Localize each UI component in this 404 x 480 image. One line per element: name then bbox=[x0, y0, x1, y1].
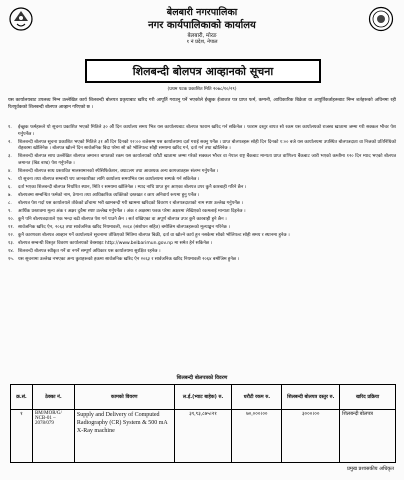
column-header: ल.ई.(भ्याट बाहेक) रु. bbox=[174, 385, 232, 410]
clause-item bbox=[8, 209, 396, 216]
signature-line: प्रमुख प्रशासकीय अधिकृत bbox=[347, 466, 394, 472]
clause-item bbox=[8, 140, 396, 153]
clause-text: शिलबन्दी बोलपत्र साथ प्रस्तावित मालसामानको स्पेसिफिकेशन, क्याटलग तथा आवश्यक अन्य कागजातहरू संलग्न गर्नुपर्नेछ । bbox=[18, 169, 219, 175]
clause-item bbox=[8, 225, 396, 232]
office-location: बेलबारी, मोरङ bbox=[187, 33, 217, 39]
estimate-cell: ३१,९३,८७५।२१ bbox=[174, 410, 232, 463]
office-name: नगर कार्यपालिकाको कार्यालय bbox=[148, 20, 256, 31]
clause-number: १०. bbox=[8, 217, 15, 223]
clause-item bbox=[8, 169, 396, 176]
clause-item bbox=[8, 125, 396, 138]
column-header: खरिद प्रक्रिया bbox=[340, 385, 396, 410]
clause-number: ११. bbox=[8, 225, 15, 231]
clause-number: ९. bbox=[8, 209, 12, 215]
contract-number-cell: BM/MOR/G/ NCB-01 – 2078/079 bbox=[32, 410, 74, 463]
column-header: कामको विवरण bbox=[74, 385, 174, 410]
clause-text: शिलबन्दी बोलपत्र स्वीकृत गर्ने वा नगर्ने सम्पूर्ण अधिकार यस कार्यालयमा सुरक्षित रहनेछ । bbox=[18, 249, 161, 255]
clause-text: यो सूचना तथा बोलपत्र सम्बन्धी थप जानकारीका लागि कार्यालय समयभित्र यस कार्यालयमा सम्पर्क गर्न सकिनेछ । bbox=[18, 177, 200, 183]
clause-text: दर्ता भएका शिलबन्दी बोलपत्र निर्धारित स्थान, मिति र समयमा खोलिनेछ । म्याद नाघि प्राप्त हुन आएका बोलपत्र उपर कुनै कारबाही गरिने छैन । bbox=[18, 185, 247, 191]
clause-text: यस सूचनामा उल्लेख नभएका अन्य कुराहरूको हकमा सार्वजनिक खरिद ऐन २०६३ र सार्वजनिक खरिद नियमावली २०६४ बमोजिम हुनेछ । bbox=[18, 257, 240, 263]
description-cell: Supply and Delivery of Computed Radiography (CR) System & 500 mA X-Ray machine bbox=[74, 410, 174, 463]
clause-item bbox=[8, 241, 396, 248]
clause-text: आर्थिक प्रस्तावमा मूल्य अंक र अक्षर दुवैमा स्पष्ट उल्लेख गर्नुपर्नेछ । अंक र अक्षरमा फरक परेमा अक्षरमा लेखिएको रकमलाई मान्यता दिइनेछ । bbox=[18, 209, 246, 215]
clause-text: बोलपत्र पेश गर्दा यस कार्यालयले तोकेको ढाँचामा भरी खामबन्दी गरी खाममा खरिदको विवरण र बोलपत्रदाताको नाम स्पष्ट उल्लेख गर्नुपर्नेछ । bbox=[18, 201, 244, 207]
clause-text: ईच्छुक फर्महरूले यो सूचना प्रकाशित भएको मितिले ३० औं दिन कार्यालय समय भित्र यस कार्यालयबाट बोलपत्र फाराम खरिद गर्न सकिनेछ । फाराम दस्तुर बापत सो रकम यस कार्यालयको राजस्व खातामा जम्मा गरी सक्कल भौचर पेश गर्नुपर्नेछ । bbox=[18, 125, 396, 137]
clause-item bbox=[8, 257, 396, 264]
table-title: शिलबन्दी बोलपत्रको विवरण bbox=[176, 375, 228, 381]
clause-number: ७. bbox=[8, 193, 12, 199]
clause-number: १. bbox=[8, 125, 12, 130]
clause-text: सार्वजनिक खरिद ऐन, २०६३ तथा सार्वजनिक खरिद नियमावली, २०६४ (संशोधन सहित) बमोजिम बोलपत्रहरूको मूल्याङ्कन गरिनेछ । bbox=[18, 225, 230, 231]
clause-number: ४. bbox=[8, 169, 12, 175]
clause-number: ६. bbox=[8, 185, 12, 191]
province-line: १ नं प्रदेश, नेपाल bbox=[186, 39, 218, 45]
municipality-name: बेलबारी नगरपालिका bbox=[166, 7, 238, 18]
method-cell: शिलबन्दी बोलपत्र bbox=[340, 410, 396, 463]
column-header: क्र.सं. bbox=[11, 385, 33, 410]
clause-number: १३. bbox=[8, 241, 15, 247]
table-header-row bbox=[11, 385, 396, 410]
column-header: शिलबन्दी बोलपत्र दस्तुर रु. bbox=[282, 385, 340, 410]
clause-item bbox=[8, 185, 396, 192]
clause-item bbox=[8, 193, 396, 200]
publish-date: (प्रथम पटक प्रकाशित मिति २०७८/१०/२९) bbox=[167, 87, 237, 92]
clause-item bbox=[8, 217, 396, 224]
clause-item bbox=[8, 201, 396, 208]
clause-item bbox=[8, 233, 396, 240]
clause-item bbox=[8, 249, 396, 256]
intro-paragraph: यस कार्यालयबाट उपलब्ध निम्न उल्लेखित कार्य शिलबन्दी बोलपत्र प्रकृयाबाट खरिद गरी आपूर्ति गराउनु पर्ने भएकोले ईच्छुक ईजाजत पत्र प्राप्त फर्म, कम्पनी, आधिकारिक बिक्रेता वा आपूर्तिकर्ताहरूबाट निम्न शर्तहरूको अधिनमा रही रितपूर्वकको शिलबन्दी बोलपत्र आव्हान गरिएको छ । bbox=[8, 98, 396, 110]
clause-item bbox=[8, 177, 396, 184]
clause-number: १४. bbox=[8, 249, 15, 255]
clause-number: ५. bbox=[8, 177, 12, 183]
clause-text: शिलबन्दी बोलपत्र सूचना प्रकाशित भएको मितिले ३१ औं दिन दिनको १२:०० बजेसम्म यस कार्यालयमा दर्ता गराई सक्नु पर्नेछ । प्राप्त बोलपत्रहरू सोही दिन दिनको १:०० बजे यस कार्यालयमा उपस्थित बोलपत्रदाता वा निजको प्रतिनिधिको रोहबरमा खोलिनेछ । बोलपत्र खोल्ने दिन सार्वजनिक बिदा परेमा सो को भोलिपल्ट सोही समयमा खरिद गर्न, दर्ता गर्न तथा खोलिनेछ । bbox=[18, 139, 396, 152]
clauses-list bbox=[8, 125, 396, 265]
clause-number: १२. bbox=[8, 233, 15, 239]
clause-number: ३. bbox=[8, 154, 12, 160]
bid-details-table bbox=[10, 384, 396, 463]
clause-number: ८. bbox=[8, 201, 12, 207]
clause-text: बोलपत्रमा सम्बन्धित फर्मको नाम, ठेगाना तथा आधिकारिक व्यक्तिको दस्तखत र छाप अनिवार्य रूपमा हुनु पर्नेछ । bbox=[18, 193, 200, 199]
clause-text: शिलबन्दी बोलपत्र साथ उल्लेखित बोलपत्र जमानत बापतको रकम यस कार्यालयको धरौटी खातामा जम्मा गरेको सक्कल भौचर वा नेपाल राष्ट्र बैंकबाट मान्यता प्राप्त वाणिज्य बैंकबाट जारी भएको कम्तीमा १२० दिन म्याद भएको बोलपत्र जमानत (बिड बण्ड) पेश गर्नुपर्नेछ । bbox=[18, 154, 396, 167]
clause-text: बोलपत्र सम्बन्धी विस्तृत विवरण कार्यालयको वेबसाइट http://www.belbarimun.gov.np मा समेत हेर्न सकिनेछ । bbox=[18, 241, 213, 247]
clause-text: कुनै कारणवश बोलपत्र आव्हान गर्ने कार्यालयले सूचनामा तोकिएको मितिमा बोलपत्र बिक्री, दर्ता वा खोल्ने कार्य हुन नसकेमा सोको भोलिपल्ट सोही समय र स्थानमा हुनेछ । bbox=[18, 233, 290, 239]
deposit-cell: ७०,०००।०० bbox=[232, 410, 282, 463]
table-row bbox=[11, 410, 396, 463]
clause-number: २. bbox=[8, 139, 12, 145]
fee-cell: ३०००।०० bbox=[282, 410, 340, 463]
clause-item bbox=[8, 154, 396, 167]
clause-number: १५. bbox=[8, 257, 15, 263]
serial-number-cell: १ bbox=[11, 410, 33, 463]
column-header: ठेक्का नं. bbox=[32, 385, 74, 410]
clause-text: कुनै पनि बोलपत्रदाताले एक भन्दा बढी बोलपत्र पेश गर्न पाउने छैन । सर्त राखिएका वा अपूर्ण बोलपत्र उपर कुनै कारबाही हुने छैन । bbox=[18, 217, 227, 223]
notice-title: शिलबन्दी बोलपत्र आव्हानको सूचना bbox=[85, 59, 321, 83]
column-header: धरौटी रकम रु. bbox=[232, 385, 282, 410]
